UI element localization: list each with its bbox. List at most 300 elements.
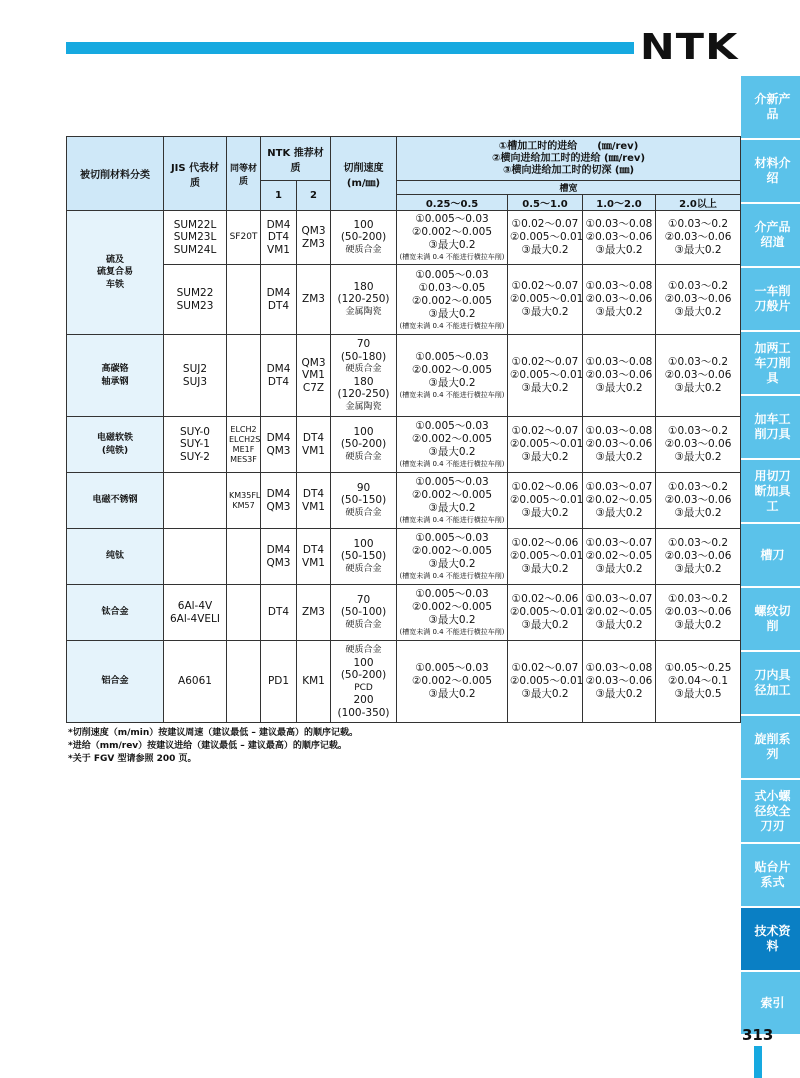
jis-line: 6Al-4VELI bbox=[169, 612, 220, 625]
ntk1-line: DM4 bbox=[266, 287, 291, 299]
side-nav bbox=[741, 76, 800, 1036]
side-tab-label: 技术资料 bbox=[754, 924, 791, 953]
feed-line: ③最大0.2 bbox=[428, 239, 476, 251]
side-tab-label: 索引 bbox=[760, 995, 785, 1010]
speed-line: (120-250) bbox=[337, 293, 390, 306]
feed-line: ②0.03～0.06 bbox=[585, 438, 653, 450]
side-tab-label: 加车工削刀具 bbox=[754, 412, 791, 441]
feed-line: ②0.005～0.01 bbox=[510, 369, 584, 381]
ntk1-line: QM3 bbox=[266, 444, 291, 457]
ntk2-line: QM3 bbox=[301, 356, 326, 369]
feed-line: ③最大0.2 bbox=[674, 382, 722, 394]
speed-cell bbox=[331, 265, 397, 335]
ntk2-line: DT4 bbox=[302, 544, 325, 556]
side-tab-3[interactable] bbox=[741, 268, 800, 330]
ntk1-cell bbox=[261, 529, 297, 585]
feed-line: ③最大0.2 bbox=[521, 688, 569, 700]
header-jis: JIS 代表材质 bbox=[164, 137, 227, 211]
table-row bbox=[67, 585, 741, 641]
equiv-line: ME1F bbox=[232, 444, 255, 454]
feed-note: (槽宽未满 0.4 不能进行横拉车削) bbox=[399, 391, 505, 399]
ntk2-line: C7Z bbox=[302, 381, 325, 394]
jis-line: 6Al-4V bbox=[177, 600, 213, 612]
feed-line: ③最大0.2 bbox=[674, 306, 722, 318]
header-ntk-1: 1 bbox=[261, 181, 297, 211]
material-category bbox=[67, 211, 164, 335]
width-col-3-cell bbox=[583, 335, 656, 417]
feed-line: ①0.03～0.2 bbox=[668, 593, 729, 605]
jis-cell bbox=[164, 417, 227, 473]
speed-cell bbox=[331, 641, 397, 723]
feed-line: ①0.005～0.03 bbox=[415, 351, 489, 363]
feed-line: ②0.03～0.06 bbox=[664, 231, 732, 243]
equiv-cell bbox=[227, 211, 261, 265]
width-col-4-cell bbox=[656, 641, 741, 723]
ntk2-cell bbox=[297, 585, 331, 641]
width-0.25-0.5-cell bbox=[397, 641, 508, 723]
jis-cell bbox=[164, 265, 227, 335]
feed-line: ③最大0.2 bbox=[428, 558, 476, 570]
feed-line: ①0.03～0.08 bbox=[585, 662, 653, 674]
category-line: 车铁 bbox=[105, 279, 124, 290]
ntk1-line: DM4 bbox=[266, 488, 291, 500]
feed-note-2: ②横向进给加工时的进给 (㎜/rev) bbox=[492, 152, 646, 164]
ntk2-line: VM1 bbox=[302, 556, 325, 569]
equiv-line: MES3F bbox=[230, 454, 257, 464]
feed-line: ③最大0.2 bbox=[428, 377, 476, 389]
feed-note-1: ①槽加工时的进给 (㎜/rev) bbox=[498, 140, 639, 152]
category-line: (纯铁) bbox=[101, 445, 129, 456]
width-col-4-cell bbox=[656, 417, 741, 473]
feed-line: ②0.03～0.06 bbox=[664, 606, 732, 618]
ntk2-cell bbox=[297, 529, 331, 585]
equiv-line: KM57 bbox=[232, 500, 255, 510]
speed-line: (50-180) bbox=[340, 350, 387, 363]
ntk2-line: ZM3 bbox=[302, 237, 325, 250]
feed-line: ③最大0.2 bbox=[595, 382, 643, 394]
ntk2-line: KM1 bbox=[302, 675, 325, 688]
jis-line: SUM24L bbox=[173, 243, 217, 256]
ntk1-line: DT4 bbox=[267, 606, 290, 619]
speed-line: (50-200) bbox=[340, 231, 387, 244]
jis-line: SUJ3 bbox=[182, 375, 208, 388]
feed-line: ②0.03～0.06 bbox=[664, 550, 732, 562]
side-tab-1[interactable] bbox=[741, 140, 800, 202]
jis-cell bbox=[164, 211, 227, 265]
width-col-2-cell bbox=[508, 417, 583, 473]
category-line: 电磁不锈钢 bbox=[92, 495, 138, 506]
feed-line: ③最大0.2 bbox=[521, 451, 569, 463]
feed-line: ①0.02～0.06 bbox=[511, 537, 579, 549]
speed-line: 70 bbox=[356, 593, 371, 606]
feed-line: ②0.002～0.005 bbox=[411, 545, 493, 557]
ntk1-line: PD1 bbox=[267, 675, 290, 688]
equiv-line: ELCH2S bbox=[229, 434, 261, 444]
jis-line: SUM22L bbox=[173, 218, 217, 231]
feed-line: ①0.005～0.03 bbox=[415, 588, 489, 600]
footnote-1: *切削速度（m/min）按建议周速（建议最低 – 建议最高）的顺序记载。 bbox=[68, 728, 359, 738]
ntk1-cell bbox=[261, 335, 297, 417]
table-row bbox=[67, 211, 741, 265]
feed-line: ②0.002～0.005 bbox=[411, 226, 493, 238]
speed-cell bbox=[331, 335, 397, 417]
jis-cell bbox=[164, 473, 227, 529]
width-col-4-cell bbox=[656, 473, 741, 529]
feed-line: ①0.05～0.25 bbox=[664, 662, 732, 674]
feed-line: ②0.002～0.005 bbox=[411, 601, 493, 613]
equiv-cell bbox=[227, 641, 261, 723]
header-width-1: 0.25～0.5 bbox=[397, 195, 508, 211]
feed-line: ②0.03～0.06 bbox=[585, 293, 653, 305]
speed-line: 200 bbox=[353, 694, 374, 706]
speed-line: PCD bbox=[354, 682, 373, 693]
side-tab-2[interactable] bbox=[741, 204, 800, 266]
feed-line: ①0.02～0.07 bbox=[511, 425, 579, 437]
header-material-class: 被切削材料分类 bbox=[67, 137, 164, 211]
width-col-2-cell bbox=[508, 585, 583, 641]
jis-cell bbox=[164, 641, 227, 723]
feed-line: ②0.002～0.005 bbox=[411, 294, 493, 307]
speed-line: 硬质合金 bbox=[345, 563, 382, 574]
header-equiv: 同等材质 bbox=[227, 137, 261, 211]
feed-line: ①0.005～0.03 bbox=[415, 662, 489, 674]
equiv-line: SF20T bbox=[229, 232, 258, 243]
side-tab-11[interactable] bbox=[741, 780, 800, 842]
equiv-line: ELCH2 bbox=[230, 424, 257, 434]
ntk2-line: ZM3 bbox=[302, 293, 325, 306]
material-category bbox=[67, 417, 164, 473]
feed-line: ③最大0.2 bbox=[674, 244, 722, 256]
width-col-3-cell bbox=[583, 529, 656, 585]
width-col-2-cell bbox=[508, 211, 583, 265]
brand-logo: NTK bbox=[640, 27, 739, 68]
width-col-3-cell bbox=[583, 585, 656, 641]
side-tab-5[interactable] bbox=[741, 396, 800, 458]
speed-line: (50-200) bbox=[340, 438, 387, 451]
width-col-3-cell bbox=[583, 641, 656, 723]
feed-line: ①0.02～0.06 bbox=[511, 481, 579, 493]
feed-line: ①0.03～0.08 bbox=[585, 280, 653, 292]
width-0.25-0.5-cell bbox=[397, 585, 508, 641]
speed-line: (50-150) bbox=[340, 494, 387, 507]
width-0.25-0.5-cell bbox=[397, 335, 508, 417]
feed-line: ③最大0.2 bbox=[595, 244, 643, 256]
feed-line: ③最大0.2 bbox=[428, 614, 476, 626]
ntk2-cell bbox=[297, 211, 331, 265]
equiv-cell bbox=[227, 529, 261, 585]
feed-line: ②0.03～0.06 bbox=[664, 438, 732, 450]
speed-cell bbox=[331, 473, 397, 529]
equiv-cell bbox=[227, 585, 261, 641]
feed-line: ③最大0.5 bbox=[674, 688, 722, 700]
feed-line: ③最大0.2 bbox=[428, 446, 476, 458]
category-line: 硫复合易 bbox=[96, 267, 133, 278]
feed-line: ①0.03～0.08 bbox=[585, 218, 653, 230]
feed-line: ②0.005～0.01 bbox=[510, 606, 584, 618]
side-tab-8[interactable] bbox=[741, 588, 800, 650]
speed-cell bbox=[331, 585, 397, 641]
feed-line: ②0.002～0.005 bbox=[411, 433, 493, 445]
ntk1-cell bbox=[261, 417, 297, 473]
feed-line: ②0.02～0.05 bbox=[585, 606, 653, 618]
speed-line: 硬质合金 bbox=[345, 619, 382, 630]
side-tab-7[interactable] bbox=[741, 524, 800, 586]
ntk1-line: QM3 bbox=[266, 556, 291, 569]
jis-line: SUM23L bbox=[173, 231, 217, 244]
feed-line: ③最大0.2 bbox=[428, 502, 476, 514]
feed-line: ①0.02～0.07 bbox=[511, 662, 579, 674]
width-col-3-cell bbox=[583, 211, 656, 265]
speed-line: 硬质合金 bbox=[345, 451, 382, 462]
feed-line: ②0.02～0.05 bbox=[585, 494, 653, 506]
feed-line: ③最大0.2 bbox=[674, 619, 722, 631]
table-row bbox=[67, 335, 741, 417]
footnote-2: *进给（mm/rev）按建议进给（建议最低 – 建议最高）的顺序记载。 bbox=[68, 741, 347, 751]
feed-line: ③最大0.2 bbox=[428, 307, 476, 320]
jis-cell bbox=[164, 529, 227, 585]
header-ntk: NTK 推荐材质 bbox=[261, 137, 331, 181]
speed-cell bbox=[331, 211, 397, 265]
side-tab-label: 一车削刀般片 bbox=[754, 284, 791, 313]
jis-line: SUM22 bbox=[176, 287, 214, 299]
feed-line: ②0.005～0.01 bbox=[510, 675, 584, 687]
category-line: 高碳铬 bbox=[101, 364, 129, 374]
feed-line: ①0.03～0.07 bbox=[585, 593, 653, 605]
equiv-cell bbox=[227, 265, 261, 335]
width-col-3-cell bbox=[583, 473, 656, 529]
side-tab-4[interactable] bbox=[741, 332, 800, 394]
top-accent-bar bbox=[66, 42, 634, 54]
equiv-line: KM35FL bbox=[229, 490, 261, 500]
jis-cell bbox=[164, 585, 227, 641]
speed-line: 70 bbox=[356, 338, 371, 350]
feed-note: (槽宽未满 0.4 不能进行横拉车削) bbox=[399, 628, 505, 636]
ntk1-line: QM3 bbox=[266, 500, 291, 513]
width-0.25-0.5-cell bbox=[397, 417, 508, 473]
equiv-cell bbox=[227, 473, 261, 529]
speed-line: 100 bbox=[353, 218, 374, 231]
speed-line: 180 bbox=[353, 280, 374, 293]
speed-cell bbox=[331, 529, 397, 585]
ntk1-cell bbox=[261, 265, 297, 335]
feed-line: ②0.03～0.06 bbox=[664, 293, 732, 305]
feed-line: ③最大0.2 bbox=[521, 619, 569, 631]
equiv-cell bbox=[227, 335, 261, 417]
width-col-4-cell bbox=[656, 335, 741, 417]
category-line: 硫及 bbox=[105, 254, 124, 265]
speed-line: 硬质合金 bbox=[345, 364, 382, 374]
ntk1-cell bbox=[261, 641, 297, 723]
header-speed: 切削速度 (m/㎜) bbox=[331, 137, 397, 211]
ntk2-line: VM1 bbox=[302, 500, 325, 513]
side-tab-14[interactable] bbox=[741, 972, 800, 1034]
width-col-3-cell bbox=[583, 265, 656, 335]
feed-line: ①0.03～0.2 bbox=[668, 537, 729, 549]
speed-line: (50-200) bbox=[340, 669, 387, 681]
ntk2-line: DT4 bbox=[302, 432, 325, 444]
feed-line: ①0.03～0.07 bbox=[585, 481, 653, 493]
feed-line: ②0.002～0.005 bbox=[411, 489, 493, 501]
side-tab-0[interactable] bbox=[741, 76, 800, 138]
feed-line: ③最大0.2 bbox=[521, 507, 569, 519]
feed-note: (槽宽未满 0.4 不能进行横拉车削) bbox=[399, 321, 505, 330]
feed-line: ②0.005～0.01 bbox=[510, 231, 584, 243]
feed-line: ①0.03～0.08 bbox=[585, 425, 653, 437]
feed-line: ②0.03～0.06 bbox=[585, 369, 653, 381]
ntk1-line: DT4 bbox=[267, 231, 290, 244]
ntk1-line: VM1 bbox=[267, 243, 290, 256]
feed-line: ②0.03～0.06 bbox=[585, 675, 653, 687]
category-line: 钛合金 bbox=[101, 607, 129, 618]
feed-line: ①0.03～0.2 bbox=[668, 481, 729, 493]
ntk1-cell bbox=[261, 585, 297, 641]
material-category bbox=[67, 641, 164, 723]
material-category bbox=[67, 473, 164, 529]
feed-note: (槽宽未满 0.4 不能进行横拉车削) bbox=[399, 516, 505, 524]
ntk1-line: DT4 bbox=[267, 299, 290, 312]
table-row bbox=[67, 265, 741, 335]
feed-line: ①0.03～0.08 bbox=[585, 356, 653, 368]
speed-line: (50-150) bbox=[340, 550, 387, 563]
ntk2-line: VM1 bbox=[302, 369, 325, 382]
side-tab-13[interactable] bbox=[741, 908, 800, 970]
side-tab-12[interactable] bbox=[741, 844, 800, 906]
feed-line: ①0.03～0.07 bbox=[585, 537, 653, 549]
feed-line: ③最大0.2 bbox=[521, 563, 569, 575]
header-groove-width: 槽宽 bbox=[397, 181, 741, 195]
width-col-2-cell bbox=[508, 335, 583, 417]
speed-line: (100-350) bbox=[337, 706, 390, 719]
feed-line: ①0.005～0.03 bbox=[415, 213, 489, 225]
feed-line: ②0.005～0.01 bbox=[510, 550, 584, 562]
feed-line: ②0.03～0.06 bbox=[585, 231, 653, 243]
side-tab-label: 旋削系列 bbox=[754, 732, 791, 761]
category-line: 电磁软铁 bbox=[96, 433, 133, 443]
side-tab-label: 贴台片系式 bbox=[754, 860, 791, 889]
speed-cell bbox=[331, 417, 397, 473]
page-number-bar bbox=[754, 1046, 762, 1078]
feed-line: ①0.005～0.03 bbox=[415, 268, 489, 281]
cutting-conditions-table bbox=[66, 136, 741, 723]
header-feed-notes bbox=[397, 137, 741, 181]
width-col-2-cell bbox=[508, 473, 583, 529]
feed-line: ②0.005～0.01 bbox=[510, 293, 584, 305]
ntk1-line: DM4 bbox=[266, 544, 291, 556]
side-tab-6[interactable] bbox=[741, 460, 800, 522]
speed-line: 90 bbox=[356, 481, 371, 494]
feed-note: (槽宽未满 0.4 不能进行横拉车削) bbox=[399, 572, 505, 580]
feed-line: ①0.03～0.2 bbox=[668, 356, 729, 368]
ntk2-cell bbox=[297, 473, 331, 529]
feed-line: ③最大0.2 bbox=[674, 507, 722, 519]
width-0.25-0.5-cell bbox=[397, 211, 508, 265]
width-col-2-cell bbox=[508, 641, 583, 723]
speed-line: 100 bbox=[353, 537, 374, 550]
width-col-3-cell bbox=[583, 417, 656, 473]
side-tab-label: 刀内具径加工 bbox=[754, 668, 791, 697]
jis-line: A6061 bbox=[178, 675, 212, 688]
jis-cell bbox=[164, 335, 227, 417]
feed-line: ③最大0.2 bbox=[595, 507, 643, 519]
width-col-4-cell bbox=[656, 265, 741, 335]
header-width-3: 1.0～2.0 bbox=[583, 195, 656, 211]
jis-line: SUY-1 bbox=[180, 438, 210, 451]
material-category bbox=[67, 335, 164, 417]
feed-line: ①0.005～0.03 bbox=[415, 420, 489, 432]
ntk2-cell bbox=[297, 335, 331, 417]
footnote-3: *关于 FGV 型请参照 200 页。 bbox=[68, 754, 197, 764]
feed-line: ③最大0.2 bbox=[428, 688, 476, 700]
header-width-2: 0.5～1.0 bbox=[508, 195, 583, 211]
feed-line: ①0.03～0.2 bbox=[668, 218, 729, 230]
page-number: 313 bbox=[742, 1026, 774, 1044]
jis-line: SUJ2 bbox=[182, 363, 208, 375]
side-tab-9[interactable] bbox=[741, 652, 800, 714]
ntk2-cell bbox=[297, 265, 331, 335]
ntk2-line: ZM3 bbox=[302, 606, 325, 619]
feed-line: ②0.02～0.05 bbox=[585, 550, 653, 562]
feed-line: ③最大0.2 bbox=[521, 244, 569, 256]
feed-line: ①0.02～0.07 bbox=[511, 280, 579, 292]
feed-note: (槽宽未满 0.4 不能进行横拉车削) bbox=[399, 460, 505, 468]
ntk1-line: DT4 bbox=[267, 375, 290, 388]
speed-line: 硬质合金 bbox=[345, 244, 382, 255]
equiv-cell bbox=[227, 417, 261, 473]
feed-line: ①0.02～0.07 bbox=[511, 356, 579, 368]
side-tab-label: 螺纹切削 bbox=[754, 604, 791, 633]
ntk2-cell bbox=[297, 641, 331, 723]
feed-line: ③最大0.2 bbox=[595, 563, 643, 575]
feed-line: ②0.002～0.005 bbox=[411, 364, 493, 376]
header-ntk-2: 2 bbox=[297, 181, 331, 211]
speed-line: 硬质合金 bbox=[345, 507, 382, 518]
speed-line: 100 bbox=[353, 656, 374, 669]
feed-line: ③最大0.2 bbox=[595, 451, 643, 463]
table-row bbox=[67, 529, 741, 585]
ntk1-cell bbox=[261, 211, 297, 265]
side-tab-10[interactable] bbox=[741, 716, 800, 778]
feed-line: ②0.03～0.06 bbox=[664, 494, 732, 506]
speed-line: 180 bbox=[353, 375, 374, 388]
side-tab-label: 用切刀断加具工 bbox=[754, 468, 791, 513]
width-col-4-cell bbox=[656, 529, 741, 585]
category-line: 轴承钢 bbox=[101, 376, 129, 387]
side-tab-label: 槽刀 bbox=[760, 547, 785, 562]
table-row bbox=[67, 417, 741, 473]
feed-line: ①0.005～0.03 bbox=[415, 476, 489, 488]
side-tab-label: 式小螺径纹全刀刃 bbox=[754, 788, 791, 833]
side-tab-label: 材料介绍 bbox=[754, 156, 791, 185]
side-tab-label: 加两工车刀削具 bbox=[754, 340, 791, 385]
width-col-2-cell bbox=[508, 529, 583, 585]
feed-line: ②0.005～0.01 bbox=[510, 494, 584, 506]
feed-line: ②0.005～0.01 bbox=[510, 438, 584, 450]
feed-line: ③最大0.2 bbox=[521, 382, 569, 394]
feed-line: ③最大0.2 bbox=[674, 563, 722, 575]
table-row bbox=[67, 473, 741, 529]
feed-line: ②0.03～0.06 bbox=[664, 369, 732, 381]
ntk2-line: QM3 bbox=[301, 225, 326, 237]
speed-line: 100 bbox=[353, 425, 374, 438]
width-0.25-0.5-cell bbox=[397, 265, 508, 335]
category-line: 纯钛 bbox=[105, 551, 124, 562]
feed-note-3: ③横向进给加工时的切深 (㎜) bbox=[502, 164, 635, 176]
ntk2-line: DT4 bbox=[302, 488, 325, 500]
feed-line: ③最大0.2 bbox=[595, 688, 643, 700]
speed-line: 金属陶瓷 bbox=[345, 401, 382, 412]
ntk1-line: DM4 bbox=[266, 363, 291, 375]
footnotes bbox=[68, 727, 358, 766]
